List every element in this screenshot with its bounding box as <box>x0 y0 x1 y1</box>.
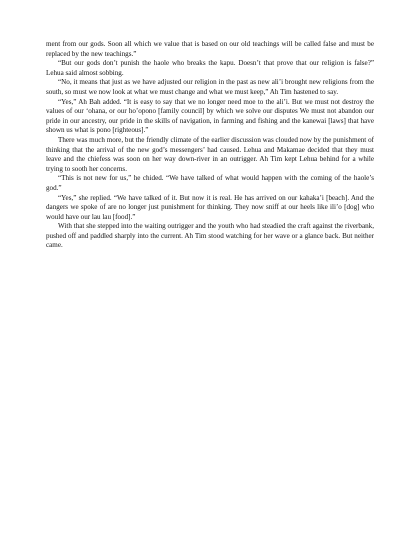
document-page <box>46 40 374 251</box>
paragraph-6: “This is not new for us,” he chided. “We have talked of what would happen with the coming of the haole’s god.” <box>46 174 374 192</box>
paragraph-4: “Yes,” Ah Bah added. “It is easy to say that we no longer need moe to the ali’i. But we must not destroy the values of our ‘ohana, or our ho’opono [family council] by which we solve our disputes We must not abandon our pride in our ancestry, our pride in the skills of navigation, in farming and fishing and the kanewai [laws] that have shown us what is pono [righteous].” <box>46 97 374 135</box>
paragraph-2: “But our gods don’t punish the haole who breaks the kapu. Doesn’t that prove that our religion is false?” Lehua said almost sobbing. <box>46 59 374 77</box>
paragraph-7: “Yes,” she replied. “We have talked of it. But now it is real. He has arrived on our kahaka’i [beach]. And the dangers we spoke of are no longer just punishment for thinking. They now sniff at our heels like ili’o [dog] who would have our lau lau [food].” <box>46 193 374 221</box>
paragraph-5: There was much more, but the friendly climate of the earlier discussion was clouded now by the punishment of thinking that the arrival of the new god’s messengers’ had caused. Lehua and Makamae decided that they must leave and the chiefess was soon on her way down-river in an outrigger. Ah Tim kept Lehua behind for a while trying to sooth her concerns. <box>46 135 374 173</box>
paragraph-3: “No, it means that just as we have adjusted our religion in the past as new ali’i brought new religions from the south, so must we now look at what we must change and what we must keep,” Ah Tim hastened to say. <box>46 78 374 96</box>
paragraph-8: With that she stepped into the waiting outrigger and the youth who had steadied the craft against the riverbank, pushed off and paddled sharply into the current. Ah Tim stood watching for her wave or a glance back. But neither came. <box>46 222 374 250</box>
paragraph-1: ment from our gods. Soon all which we value that is based on our old teachings will be called false and must be replaced by the new teachings.” <box>46 40 374 58</box>
